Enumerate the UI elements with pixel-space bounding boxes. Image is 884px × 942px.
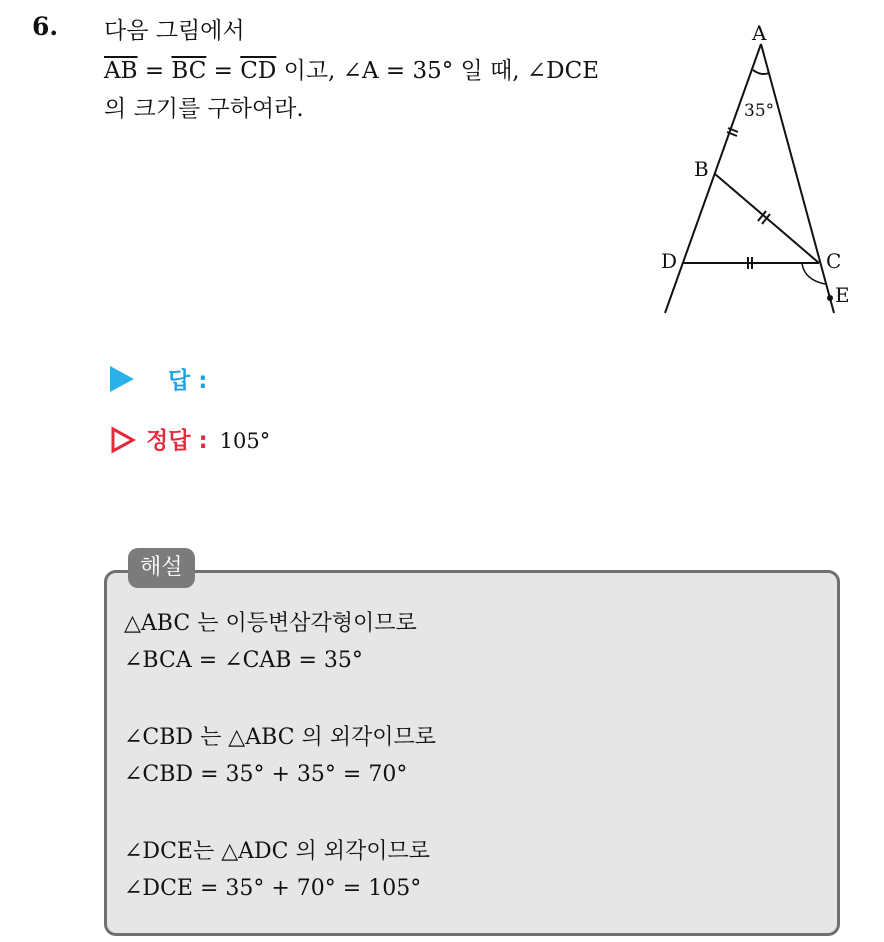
correct-answer-value: 105° xyxy=(219,429,271,453)
correct-answer-row xyxy=(110,422,270,455)
question-number: 6. xyxy=(32,12,59,41)
triangle-figure xyxy=(640,18,860,328)
explanation-line-1: △ABC 는 이등변삼각형이므로 xyxy=(124,611,417,636)
segment-ab: $\overline{AB}$ xyxy=(104,58,138,84)
label-a: A xyxy=(752,21,767,45)
label-b: B xyxy=(694,157,709,181)
answer-arrow-icon xyxy=(110,366,134,392)
correct-arrow-icon xyxy=(110,426,136,454)
line-a-e xyxy=(761,44,834,313)
equals-sign: = xyxy=(137,58,172,84)
line-a-bottom-left xyxy=(665,44,761,313)
label-d: D xyxy=(661,249,678,273)
segment-bc: $\overline{BC}$ xyxy=(171,58,207,84)
angle-label-35: 35° xyxy=(744,101,775,121)
label-e: E xyxy=(835,283,850,307)
explanation-line-4: ∠CBD = 35° + 35° = 70° xyxy=(124,762,408,787)
question-line-2-rest: 이고, ∠A = 35° 일 때, ∠DCE xyxy=(276,58,600,84)
explanation-line-6: ∠DCE = 35° + 70° = 105° xyxy=(124,876,422,901)
segment-cd: $\overline{CD}$ xyxy=(240,58,277,84)
angle-arc-a xyxy=(753,70,769,74)
point-e-dot xyxy=(827,295,833,301)
question-line-2 xyxy=(104,52,599,85)
question-line-3: 의 크기를 구하여라. xyxy=(104,96,304,122)
explanation-line-5: ∠DCE는 △ADC 의 외각이므로 xyxy=(124,839,430,864)
question-line-1: 다음 그림에서 xyxy=(104,18,245,44)
explanation-tag: 해설 xyxy=(128,548,195,588)
equals-sign: = xyxy=(206,58,241,84)
explanation-line-2: ∠BCA = ∠CAB = 35° xyxy=(124,648,363,673)
label-c: C xyxy=(826,249,842,273)
answer-label: 답 : xyxy=(168,368,208,394)
correct-answer-label: 정답 : xyxy=(146,428,208,454)
answer-row xyxy=(110,362,207,395)
explanation-line-3: ∠CBD 는 △ABC 의 외각이므로 xyxy=(124,725,437,750)
